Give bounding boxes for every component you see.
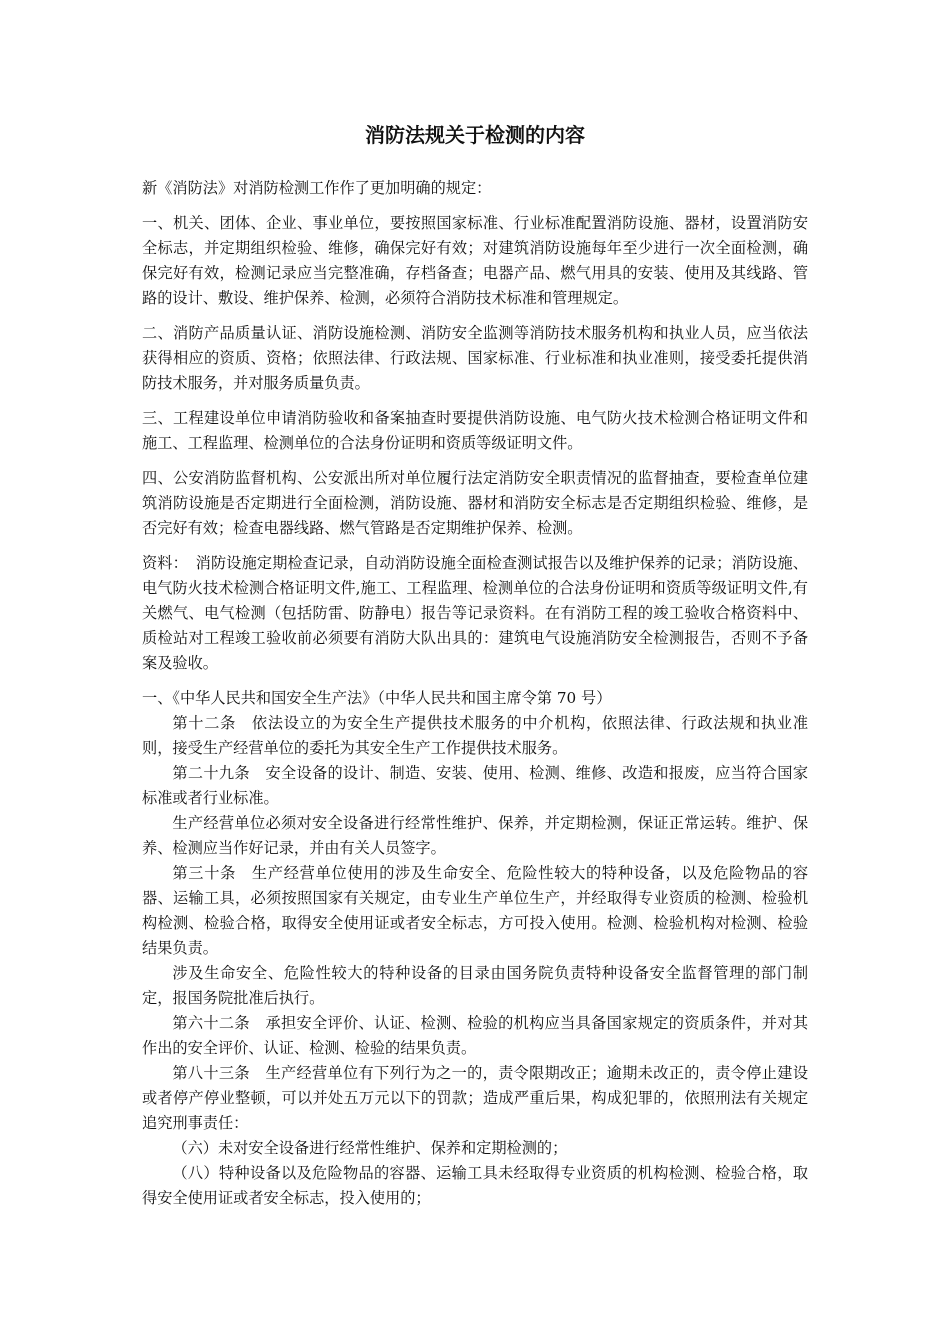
- article-29: 第二十九条 安全设备的设计、制造、安装、使用、检测、维修、改造和报废，应当符合国家标准或者行业标准。: [142, 764, 808, 807]
- document-title: 消防法规关于检测的内容: [365, 123, 585, 147]
- article-29-maintenance: 生产经营单位必须对安全设备进行经常性维护、保养，并定期检测，保证正常运转。维护、保养、检测应当作好记录，并由有关人员签字。: [142, 814, 808, 857]
- item-1-paragraph: 一、机关、团体、企业、事业单位，要按照国家标准、行业标准配置消防设施、器材，设置消防安全标志，并定期组织检验、维修，确保完好有效；对建筑消防设施每年至少进行一次全面检测，确保完好有效，检测记录应当完整准确，存档备查；电器产品、燃气用具的安装、使用及其线路、管路的设计、敷设、维护保养、检测，必须符合消防技术标准和管理规定。: [142, 214, 808, 307]
- article-83: 第八十三条 生产经营单位有下列行为之一的，责令限期改正；逾期未改正的，责令停止建设或者停产停业整顿，可以并处五万元以下的罚款；造成严重后果，构成犯罪的，依照刑法有关规定追究刑事责任：: [142, 1064, 808, 1132]
- material-paragraph: 资料： 消防设施定期检查记录，自动消防设施全面检查测试报告以及维护保养的记录；消防设施、电气防火技术检测合格证明文件,施工、工程监理、检测单位的合法身份证明和资质等级证明文件,有关燃气、电气检测（包括防雷、防静电）报告等记录资料。在有消防工程的竣工验收合格资料中、质检站对工程竣工验收前必须要有消防大队出具的：建筑电气设施消防安全检测报告，否则不予备案及验收。: [142, 554, 808, 672]
- article-83-clause-8: （八）特种设备以及危险物品的容器、运输工具未经取得专业资质的机构检测、检验合格，取得安全使用证或者安全标志，投入使用的；: [142, 1164, 808, 1207]
- item-4-paragraph: 四、公安消防监督机构、公安派出所对单位履行法定消防安全职责情况的监督抽查，要检查单位建筑消防设施是否定期进行全面检测，消防设施、器材和消防安全标志是否定期组织检验、维修，是否完好有效；检查电器线路、燃气管路是否定期维护保养、检测。: [142, 469, 808, 537]
- article-83-clause-6: （六）未对安全设备进行经常性维护、保养和定期检测的；: [172, 1139, 568, 1157]
- intro-paragraph: 新《消防法》对消防检测工作作了更加明确的规定：: [142, 179, 492, 197]
- article-12: 第十二条 依法设立的为安全生产提供技术服务的中介机构，依照法律、行政法规和执业准则，接受生产经营单位的委托为其安全生产工作提供技术服务。: [142, 714, 808, 757]
- article-62: 第六十二条 承担安全评价、认证、检测、检验的机构应当具备国家规定的资质条件，并对其作出的安全评价、认证、检测、检验的结果负责。: [142, 1014, 808, 1057]
- law-heading: 一、《中华人民共和国安全生产法》（中华人民共和国主席令第 70 号）: [142, 689, 612, 707]
- article-30: 第三十条 生产经营单位使用的涉及生命安全、危险性较大的特种设备，以及危险物品的容器、运输工具，必须按照国家有关规定，由专业生产单位生产，并经取得专业资质的检测、检验机构检测、检验合格，取得安全使用证或者安全标志，方可投入使用。检测、检验机构对检测、检验结果负责。: [142, 864, 808, 957]
- article-30-catalog: 涉及生命安全、危险性较大的特种设备的目录由国务院负责特种设备安全监督管理的部门制定，报国务院批准后执行。: [142, 964, 808, 1007]
- item-3-paragraph: 三、工程建设单位申请消防验收和备案抽查时要提供消防设施、电气防火技术检测合格证明文件和施工、工程监理、检测单位的合法身份证明和资质等级证明文件。: [142, 409, 808, 452]
- item-2-paragraph: 二、消防产品质量认证、消防设施检测、消防安全监测等消防技术服务机构和执业人员，应当依法获得相应的资质、资格；依照法律、行政法规、国家标准、行业标准和执业准则，接受委托提供消防技术服务，并对服务质量负责。: [142, 324, 808, 392]
